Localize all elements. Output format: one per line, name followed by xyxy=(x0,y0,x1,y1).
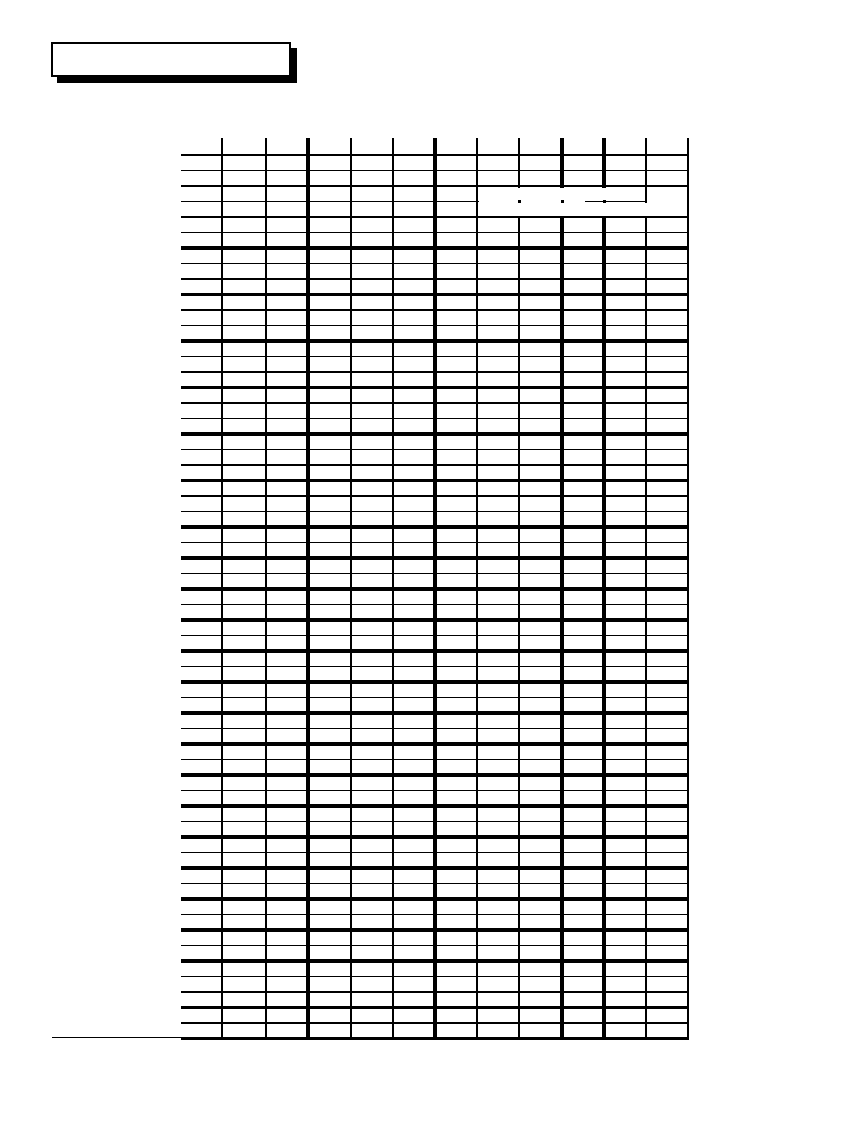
grid-vline xyxy=(350,138,352,1040)
grid-vline xyxy=(560,138,564,1040)
grid-vline xyxy=(306,138,310,1040)
erased-patch xyxy=(479,188,687,216)
remnant-v-segment xyxy=(645,187,647,203)
grid-vline xyxy=(645,138,647,1040)
erased-line-tick xyxy=(561,200,564,203)
erased-line-tick xyxy=(518,200,521,203)
grid-vline xyxy=(392,138,394,1040)
grid-vline xyxy=(433,138,437,1040)
grid-vline xyxy=(265,138,267,1040)
grid-vline xyxy=(687,138,689,1040)
remnant-h-segment xyxy=(585,201,647,203)
footer-rule xyxy=(52,1037,184,1039)
grid-vline xyxy=(221,138,223,1040)
grid-vline xyxy=(602,138,606,1040)
grid-vline xyxy=(476,138,478,1040)
grid-vline xyxy=(518,138,520,1040)
